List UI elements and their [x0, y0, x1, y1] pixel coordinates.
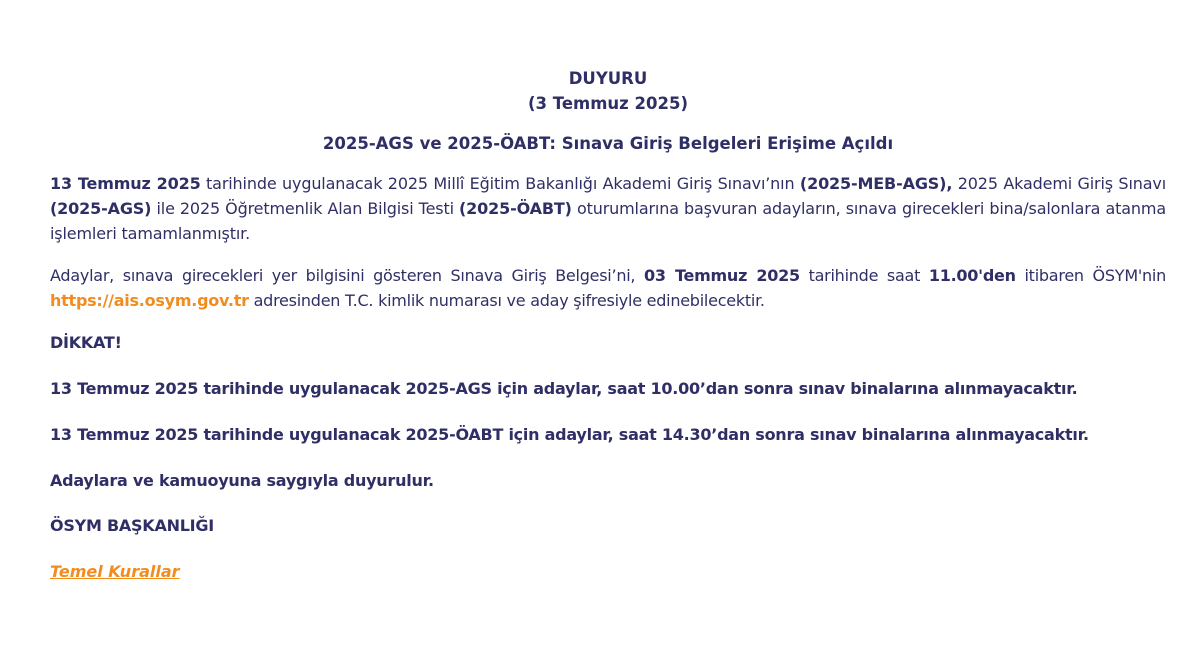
notice-ags-line: 13 Temmuz 2025 tarihinde uygulanacak 2025-AGS için adaylar, saat 10.00’dan sonra sınav binalarına alınmayacaktır. [50, 379, 1078, 398]
ags-code: (2025-AGS) [50, 199, 152, 218]
paragraph-assignment [50, 171, 1166, 246]
access-time-text: 11.00'den [928, 266, 1016, 285]
paragraph-text: 2025 Akademi Giriş Sınavı [952, 174, 1166, 193]
announcement-subtitle: 2025-AGS ve 2025-ÖABT: Sınava Giriş Belgeleri Erişime Açıldı [322, 134, 894, 153]
temel-kurallar-link[interactable]: Temel Kurallar [50, 562, 180, 581]
paragraph-text: oturumlarına başvuran adayların, sınava girecekleri bina/salonlara atanma işlemleri tamamlanmıştır. [50, 199, 1166, 243]
paragraph-text: adresinden T.C. kimlik numarası ve aday şifresiyle edinebilecektir. [248, 291, 765, 310]
exam-date-text: 13 Temmuz 2025 [50, 174, 201, 193]
paragraph-text: ile 2025 Öğretmenlik Alan Bilgisi Testi [151, 199, 459, 218]
paragraph-text: itibaren ÖSYM'nin [1015, 266, 1166, 285]
announcement-title: DUYURU [568, 69, 648, 88]
ais-link[interactable]: https://ais.osym.gov.tr [50, 291, 249, 310]
paragraph-text: tarihinde saat [799, 266, 929, 285]
signature-text: ÖSYM BAŞKANLIĞI [50, 516, 214, 535]
oabt-code: (2025-ÖABT) [459, 199, 572, 218]
access-date-text: 03 Temmuz 2025 [643, 266, 800, 285]
announcement-date: (3 Temmuz 2025) [528, 94, 688, 113]
paragraph-text: tarihinde uygulanacak 2025 Millî Eğitim Bakanlığı Akademi Giriş Sınavı’nın [200, 174, 800, 193]
paragraph-access [50, 263, 1166, 313]
notice-oabt-line: 13 Temmuz 2025 tarihinde uygulanacak 2025-ÖABT için adaylar, saat 14.30’dan sonra sınav binalarına alınmayacaktır. [50, 425, 1089, 444]
paragraph-text: Adaylar, sınava girecekleri yer bilgisini gösteren Sınava Giriş Belgesi’ni, [50, 266, 644, 285]
meb-ags-code: (2025-MEB-AGS), [799, 174, 953, 193]
closing-text: Adaylara ve kamuoyuna saygıyla duyurulur. [50, 471, 434, 490]
notice-label: DİKKAT! [50, 333, 122, 352]
